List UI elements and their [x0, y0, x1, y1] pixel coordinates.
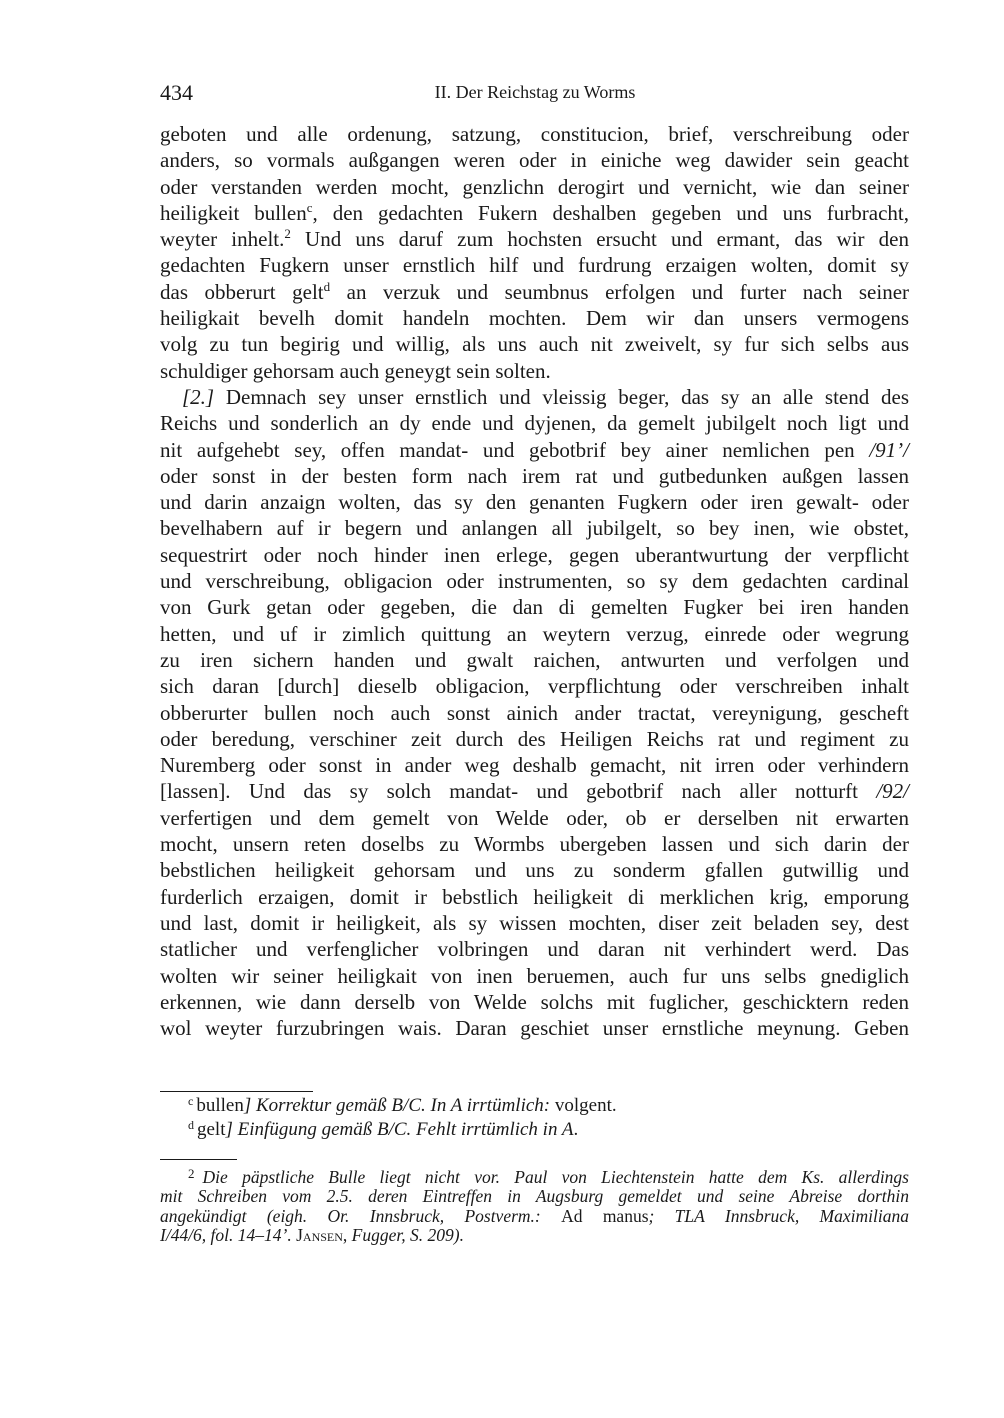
footnote-2-line: mit Schreiben vom 2.5. deren Eintreffen in Augsburg gemeldet und seine Abreise dorthin: [160, 1186, 909, 1207]
text-line: verfertigen und dem gemelt von Welde oder, ob er derselben nit erwarten: [160, 805, 909, 830]
text-line: schuldiger gehorsam auch geneygt sein solten.: [160, 358, 551, 383]
main-text: [160, 121, 909, 1041]
footnote-2-line: I/44/6, fol. 14–14’. Jansen, Fugger, S. 209).: [160, 1224, 464, 1245]
text-line: oder verstanden werden mocht, genzlichn derogirt und vernicht, wie dan seiner: [160, 174, 909, 199]
text-line: geboten und alle ordenung, satzung, constitucion, brief, verschreibung oder: [160, 122, 909, 146]
page-number: 434: [160, 80, 193, 105]
text-line: heiligkeit bullen$^c$, den gedachten Fukern deshalben gegeben und uns furbracht,: [160, 199, 909, 225]
text-line: und verschreibung, obligacion oder instrumenten, so sy dem gedachten cardinal: [160, 569, 909, 594]
note-marker-c[interactable]: c: [306, 199, 313, 215]
text-line: statlicher und verfenglicher volbringen und daran nit verhindert werd. Das: [160, 937, 909, 962]
running-head: [160, 80, 910, 108]
text-line: bebstlichen heiligkeit gehorsam und uns zu sonderm gfallen gutwillig und: [160, 858, 909, 883]
author-name: Jansen: [296, 1224, 343, 1245]
text-line: hetten, und uf ir zimlich quittung an weytern verzug, einrede oder wegrung: [160, 621, 909, 646]
text-line: das obberurt gelt$^d$ an verzuk und seumbnus erfolgen und furter nach seiner: [160, 278, 910, 304]
text-line: sich daran [durch] dieselb obligacion, verpflichtung oder verschreiben inhalt: [160, 674, 909, 699]
text-line: [lassen]. Und das sy solch mandat- und gebotbrif nach aller notturft /92/: [160, 779, 909, 804]
text-line: erkennen, wie dann derselb von Welde solchs mit fuglicher, geschicktern reden: [160, 989, 909, 1014]
footnote-divider: [160, 1159, 237, 1160]
text-line: Reichs und sonderlich an dy ende und dyjenen, da gemelt jubilgelt noch ligt und: [160, 411, 909, 436]
text-line: wol weyter furzubringen wais. Daran geschiet unser ernstliche meynung. Geben: [160, 1016, 909, 1041]
text-line: [2.] Demnach sey unser ernstlich und vleissig beger, das sy an alle stend des: [182, 384, 909, 409]
text-line: weyter inhelt.$^2$ Und uns daruf zum hochsten ersucht und ermant, das wir den: [160, 226, 910, 252]
apparatus-note-c: $^c$ bullen] Korrektur gemäß B/C. In A irrtümlich: volgent.: [188, 1094, 617, 1116]
footnote-2-line: $^2$ Die päpstliche Bulle liegt nicht vor. Paul von Liechtenstein hatte dem Ks. allerdings: [188, 1166, 909, 1187]
text-line: und last, domit ir heiligkeit, als sy wissen mochten, diser zeit beladen sey, dest: [160, 910, 909, 935]
text-line: und darin anzaign wolten, das sy den genanten Fugkern oder iren gewalt- oder: [160, 490, 909, 515]
text-line: sequestrirt oder noch hinder inen erlege, gegen uberantwurtung der verpflicht: [160, 542, 909, 567]
text-line: von Gurk getan oder gegeben, die dan di gemelten Fugker bei iren handen: [160, 595, 909, 620]
text-line: heiligkait bevelh domit handeln mochten. Dem wir dan unsers vermogens: [160, 306, 909, 331]
critical-apparatus: [160, 1094, 909, 1142]
text-line: bevelhabern auf ir begern und anlangen all jubilgelt, so bey inen, wie obstet,: [160, 516, 909, 541]
footnote-marker-2[interactable]: 2: [284, 226, 291, 242]
text-line: oder beredung, verschiner zeit durch des Heiligen Reichs rat und regiment zu: [160, 726, 909, 751]
text-line: gedachten Fugkern unser ernstlich hilf und furdrung erzaigen wolten, domit sy: [160, 253, 909, 278]
text-line: furderlich erzaigen, domit ir bebstlich heiligkeit di merklichen krig, emporung: [160, 884, 909, 909]
text-line: oder sonst in der besten form nach irem rat und gutbedunken außgen lassen: [160, 463, 909, 488]
text-line: obberurter bullen noch auch sonst ainich ander tractat, vereynigung, gescheft: [160, 700, 909, 725]
text-line: Nuremberg oder sonst in ander weg deshalb gemacht, nit irren oder verhindern: [160, 753, 909, 778]
running-title: II. Der Reichstag zu Worms: [434, 82, 636, 102]
footnote-number: 2: [188, 1166, 195, 1181]
folio-marker: /92/: [876, 779, 909, 804]
folio-marker: /91’/: [869, 437, 909, 462]
footnotes: [160, 1164, 909, 1245]
text-line: zu iren sichern handen und gwalt raichen, antwurten und verfolgen und: [160, 647, 909, 672]
text-line: wolten wir seiner heiligkait von inen beruemen, auch fur uns selbs gnediglich: [160, 963, 909, 988]
text-line: anders, so vormals außgangen weren oder in einiche weg dawider sein geacht: [160, 148, 909, 173]
text-line: mocht, unsern reten doselbs zu Wormbs ubergeben lassen und sich darin der: [160, 832, 909, 857]
text-line: volg zu tun begirig und willig, als uns auch nit zweivelt, sy fur sich selbs aus: [160, 332, 909, 357]
apparatus-note-d: $^d$ gelt] Einfügung gemäß B/C. Fehlt irrtümlich in A.: [188, 1118, 579, 1140]
footnote-2-line: angekündigt (eigh. Or. Innsbruck, Postverm.: Ad manus; TLA Innsbruck, Maximiliana: [160, 1205, 909, 1226]
apparatus-divider: [160, 1091, 313, 1092]
text-line: nit aufgehebt sey, offen mandat- und gebotbrif bey ainer nemlichen pen /91’/: [160, 437, 909, 462]
section-number: [2.]: [182, 384, 215, 409]
note-marker-d[interactable]: d: [323, 278, 331, 294]
